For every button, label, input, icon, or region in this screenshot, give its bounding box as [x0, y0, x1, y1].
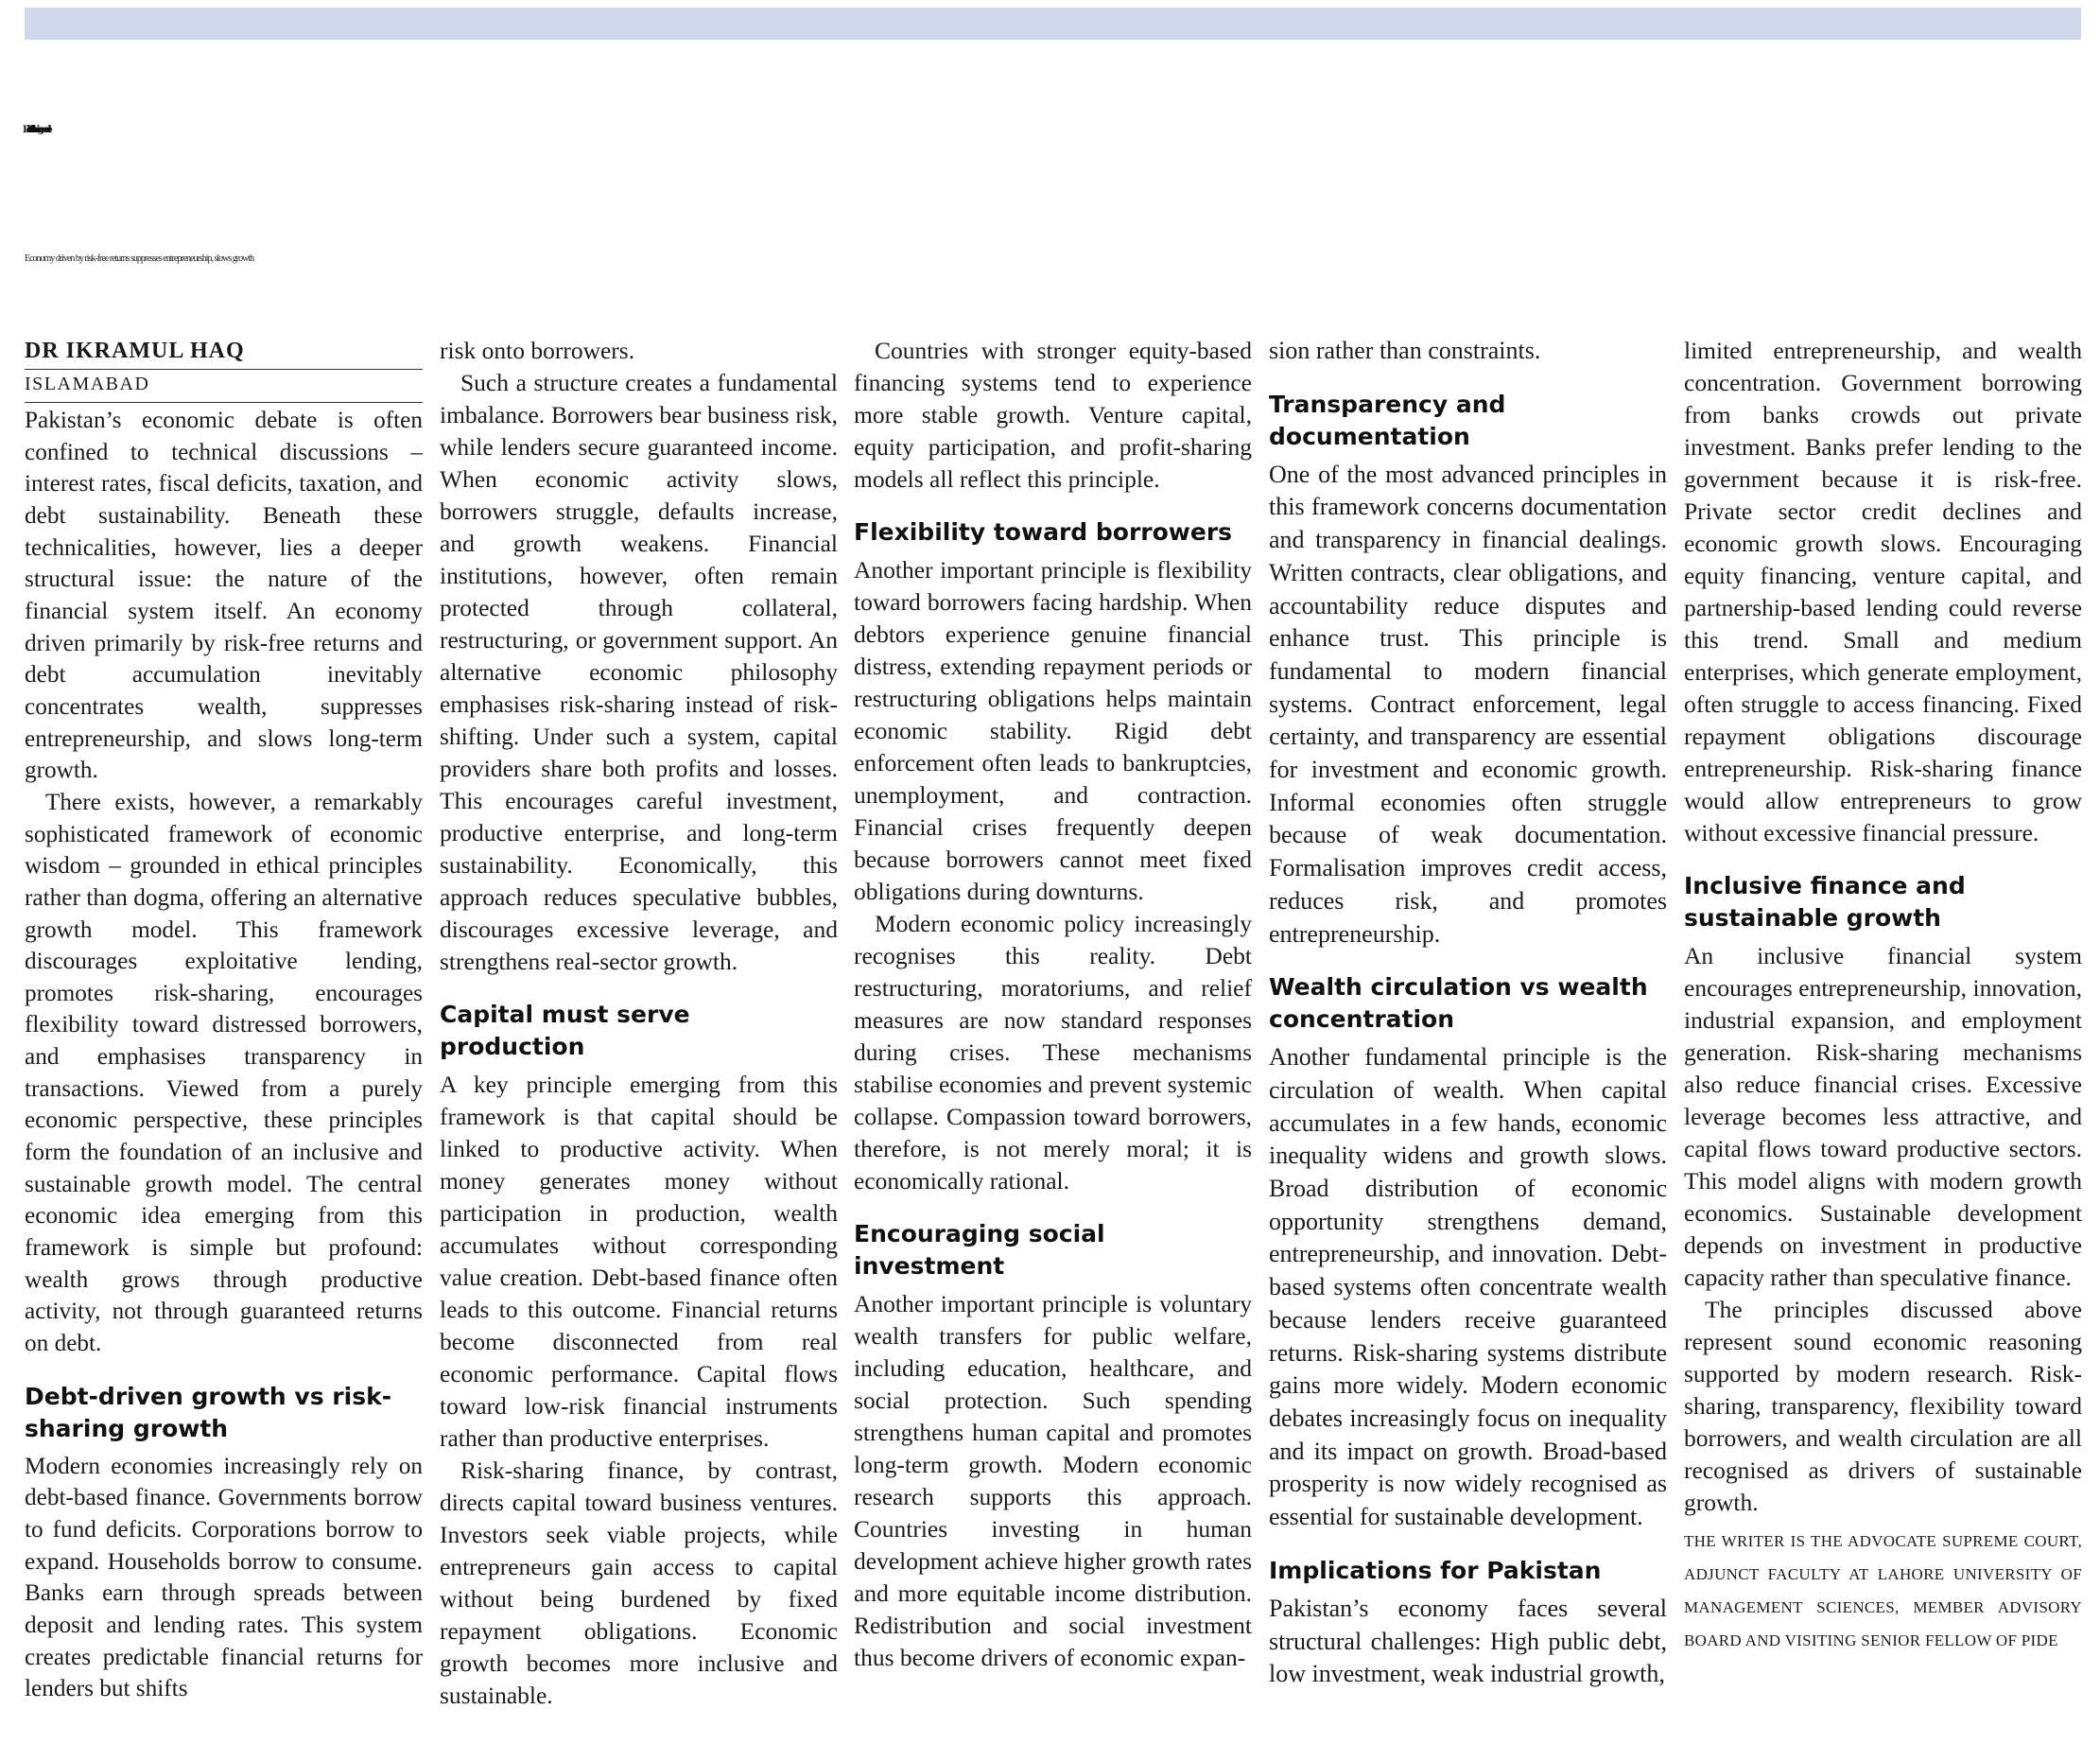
body-paragraph: An inclusive financial system encourages entrepreneurship, innovation, industrial expansion, and employment generation. Risk-sharing mechanisms also reduce financial crises. Excessive leverage becomes less attractive, and capital flows toward productive sectors. This model aligns with modern growth economics. Sustainable development depends on investment in productive capacity rather than speculative finance.: [1684, 942, 2082, 1291]
section-heading: Inclusive finance and sustainable growth: [1684, 872, 1966, 932]
article-column-3: [854, 335, 1252, 1716]
section-heading: Capital must serve production: [440, 1001, 690, 1060]
body-paragraph: A key principle emerging from this framework is that capital should be linked to productive activity. When money generates money without participation in production, wealth accumulates without corresponding value creation. Debt-based finance often leads to this outcome. Financial returns become disconnected from real economic performance. Capital flows toward low-risk financial instruments rather than productive enterprises.: [440, 1071, 838, 1452]
section-heading: Implications for Pakistan: [1269, 1556, 1602, 1584]
body-paragraph: Modern economies increasingly rely on debt-based finance. Governments borrow to fund deficits. Corporations borrow to expand. Households borrow to consume. Banks earn through spreads between deposit and lending rates. This system creates predictable financial returns for lenders but shifts: [25, 1452, 423, 1702]
byline: DR IKRAMUL HAQ: [25, 335, 423, 370]
column-body: [854, 335, 1252, 1674]
body-paragraph: limited entrepreneurship, and wealth concentration. Government borrowing from banks crowds out private investment. Banks prefer lending to the government because it is risk-free. Private sector credit declines and economic growth slows. Encouraging equity financing, venture capital, and partnership-based lending could reverse this trend. Small and medium enterprises, which generate employment, often struggle to access financing. Fixed repayment obligations discourage entrepreneurship. Risk-sharing finance would allow entrepreneurs to grow without excessive financial pressure.: [1684, 337, 2082, 846]
body-paragraph: Pakistan’s economic debate is often confined to technical discussions – interest rates, fiscal deficits, taxation, and debt sustainability. Beneath these technicalities, however, lies a deeper structural issue: the nature of the financial system itself. An economy driven primarily by risk-free returns and debt accumulation inevitably concentrates wealth, suppresses entrepreneurship, and slows long-term growth.: [25, 407, 423, 784]
body-paragraph: Pakistan’s economy faces several structural challenges: High public debt, low investment, weak industrial growth,: [1269, 1594, 1667, 1688]
article-column-5: [1684, 335, 2082, 1716]
article-column-2: [440, 335, 838, 1716]
top-color-band: [25, 8, 2081, 40]
article-column-1: [25, 335, 423, 1716]
column-body: [1269, 335, 1667, 1691]
dateline: ISLAMABAD: [25, 370, 423, 403]
author-bio: THE WRITER IS THE ADVOCATE SUPREME COURT, ADJUNCT FACULTY AT LAHORE UNIVERSITY OF MANAGEMENT SCIENCES, MEMBER ADVISORY BOARD AND VISITING SENIOR FELLOW OF PIDE: [1684, 1532, 2082, 1649]
section-heading: Encouraging social investment: [854, 1220, 1105, 1280]
column-body: [1684, 335, 2082, 1519]
body-paragraph: One of the most advanced principles in this framework concerns documentation and transparency in financial dealings. Written contracts, clear obligations, and accountability reduce disputes and enhance trust. This principle is fundamental to modern financial systems. Contract enforcement, legal certainty, and transparency are essential for investment and economic growth. Informal economies often struggle because of weak documentation. Formalisation improves credit access, reduces risk, and promotes entrepreneurship.: [1269, 460, 1667, 948]
body-paragraph: risk onto borrowers.: [440, 337, 635, 364]
section-heading: Transparency and documentation: [1269, 390, 1506, 450]
body-paragraph: Such a structure creates a fundamental imbalance. Borrowers bear business risk, while lenders secure guaranteed income. When economic activity slows, borrowers struggle, defaults increase, and growth weakens. Financial institutions, however, often remain protected through collateral, restructuring, or government support. An alternative economic philosophy emphasises risk-sharing instead of risk-shifting. Under such a system, capital providers share both profits and losses. This encourages careful investment, productive enterprise, and long-term sustainability. Economically, this approach reduces speculative bubbles, discourages excessive leverage, and strengthens real-sector growth.: [440, 369, 838, 975]
body-paragraph: Another important principle is flexibility toward borrowers facing hardship. When debtors experience genuine financial distress, extending repayment periods or restructuring obligations helps maintain economic stability. Rigid debt enforcement often leads to bankruptcies, unemployment, and contraction. Financial crises frequently deepen because borrowers cannot meet fixed obligations during downturns.: [854, 556, 1252, 905]
body-paragraph: Another fundamental principle is the circulation of wealth. When capital accumulates in a few hands, economic inequality widens and growth slows. Broad distribution of economic opportunity strengthens demand, entrepreneurship, and innovation. Debt-based systems often concentrate wealth because lenders receive guaranteed returns. Risk-sharing systems distribute gains more widely. Modern economic debates increasingly focus on inequality and its impact on growth. Broad-based prosperity is now widely recognised as essential for sustainable development.: [1269, 1043, 1667, 1531]
section-heading: Flexibility toward borrowers: [854, 518, 1233, 546]
body-paragraph: There exists, however, a remarkably sophisticated framework of economic wisdom – grounded in ethical principles rather than dogma, offering an alternative growth model. This framework discourages exploitative lending, promotes risk-sharing, encourages flexibility toward distressed borrowers, and emphasises transparency in transactions. Viewed from a purely economic perspective, these principles form the foundation of an inclusive and sustainable growth model. The central economic idea emerging from this framework is simple but profound: wealth grows through productive activity, not through guaranteed returns on debt.: [25, 788, 423, 1357]
body-paragraph: Countries with stronger equity-based financing systems tend to experience more stable growth. Venture capital, equity participation, and profit-sharing models all reflect this principle.: [854, 337, 1252, 493]
article-column-4: [1269, 335, 1667, 1716]
body-paragraph: Another important principle is voluntary wealth transfers for public welfare, including education, healthcare, and social protection. Such spending strengthens human capital and promotes long-term growth. Modern economic research supports this approach. Countries investing in human development achieve higher growth rates and more equitable income distribution. Redistribution and social investment thus become drivers of economic expan-: [854, 1290, 1252, 1671]
section-heading: Debt-driven growth vs risk-sharing growth: [25, 1382, 392, 1442]
section-heading: Wealth circulation vs wealth concentration: [1269, 973, 1648, 1034]
body-paragraph: The principles discussed above represent sound economic reasoning supported by modern research. Risk-sharing, transparency, flexibility toward borrowers, and wealth circulation are all recognised as drivers of sustainable growth.: [1684, 1296, 2082, 1516]
column-body: [440, 335, 838, 1712]
column-body: [25, 405, 423, 1705]
body-paragraph: Modern economic policy increasingly recognises this reality. Debt restructuring, moratoriums, and relief measures are now standard responses during crises. These mechanisms stabilise economies and prevent systemic collapse. Compassion toward borrowers, therefore, is not merely moral; it is economically rational.: [854, 910, 1252, 1195]
body-paragraph: sion rather than constraints.: [1269, 337, 1541, 364]
headline: Debt-driven to risk-sharing model: [23, 125, 47, 135]
body-paragraph: Risk-sharing finance, by contrast, directs capital toward business ventures. Investors seek viable projects, while entrepreneurs gain access to capital without being burdened by fixed repayment obligations. Economic growth becomes more inclusive and sustainable.: [440, 1456, 838, 1709]
subheadline: Economy driven by risk-free returns suppresses entrepreneurship, slows growth: [25, 253, 254, 264]
